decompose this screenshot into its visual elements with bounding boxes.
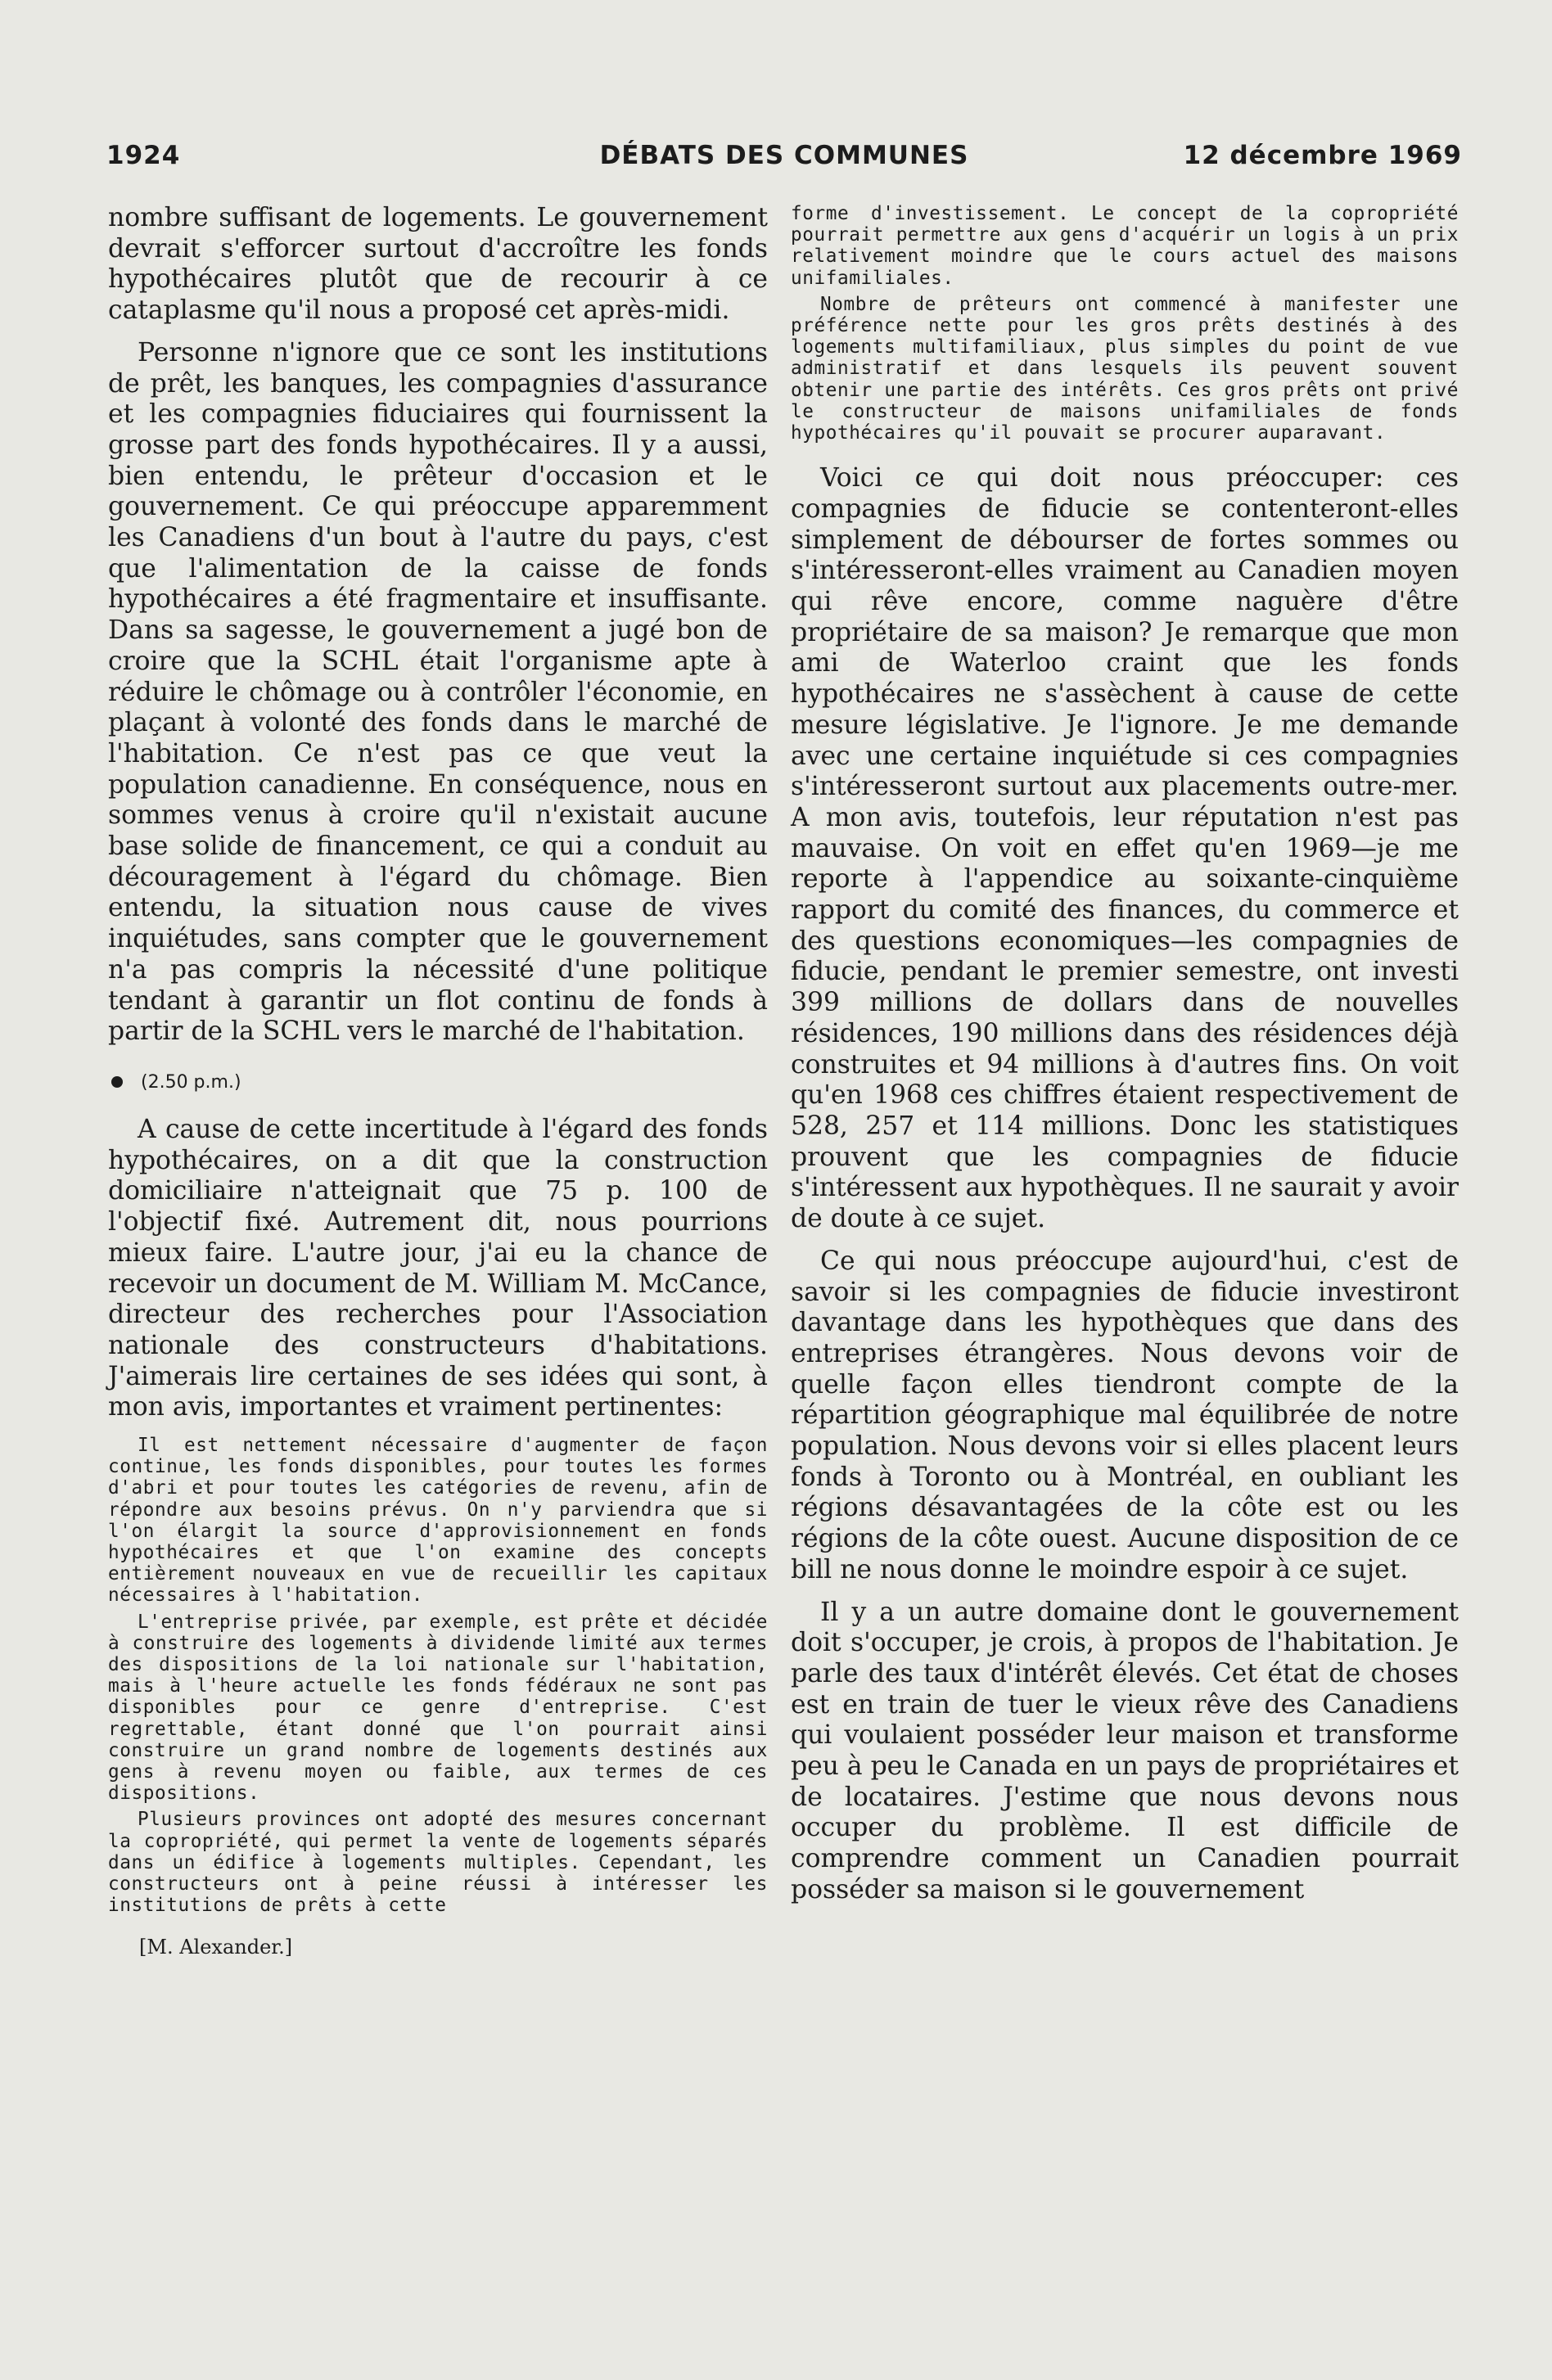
paragraph: nombre suffisant de logements. Le gouvernement devrait s'efforcer surtout d'accroître les fonds hypothécaires plutôt que de recourir à ce cataplasme qu'il nous a proposé cet après-midi. xyxy=(108,203,768,326)
quotation: L'entreprise privée, par exemple, est prête et décidée à construire des logements à dividende limité aux termes des dispositions de la loi nationale sur l'habitation, mais à l'heure actuelle les fonds fédéraux ne sont pas disponibles pour ce genre d'entreprise. C'est regrettable, étant donné que l'on pourrait ainsi construire un grand nombre de logements destinés aux gens à revenu moyen ou faible, aux termes de ces dispositions. xyxy=(108,1611,768,1805)
left-column xyxy=(108,203,768,1959)
paragraph: Personne n'ignore que ce sont les institutions de prêt, les banques, les compagnies d'assurance et les compagnies fiduciaires qui fournissent la grosse part des fonds hypothécaires. Il y a aussi, bien entendu, le prêteur d'occasion et le gouvernement. Ce qui préoccupe apparemment les Canadiens d'un bout à l'autre du pays, c'est que l'alimentation de la caisse de fonds hypothécaires a été fragmentaire et insuffisante. Dans sa sagesse, le gouvernement a jugé bon de croire que la SCHL était l'organisme apte à réduire le chômage ou à contrôler l'économie, en plaçant à volonté des fonds dans le marché de l'habitation. Ce n'est pas ce que veut la population canadienne. En conséquence, nous en sommes venus à croire qu'il n'existait aucune base solide de financement, ce qui a conduit au découragement à l'égard du chômage. Bien entendu, la situation nous cause de vives inquiétudes, sans compter que le gouvernement n'a pas compris la nécessité d'une politique tendant à garantir un flot continu de fonds à partir de la SCHL vers le marché de l'habitation. xyxy=(108,337,768,1047)
paragraph: Ce qui nous préoccupe aujourd'hui, c'est de savoir si les compagnies de fiducie investiront davantage dans les hypothèques que dans des entreprises étrangères. Nous devons voir de quelle façon elles tiendront compte de la répartition géographique mal équilibrée de notre population. Nous devons voir si elles placent leurs fonds à Toronto ou à Montréal, en oubliant les régions désavantagées de la côte est ou les régions de la côte ouest. Aucune disposition de ce bill ne nous donne le moindre espoir à ce sujet. xyxy=(791,1246,1459,1584)
publication-title: DÉBATS DES COMMUNES xyxy=(599,141,969,170)
quotation: Nombre de prêteurs ont commencé à manifester une préférence nette pour les gros prêts destinés à des logements multifamiliaux, plus simples du point de vue administratif et dans lesquels ils peuvent souvent obtenir une partie des intérêts. Ces gros prêts ont privé le constructeur de maisons unifamiliales de fonds hypothécaires qu'il pouvait se procurer auparavant. xyxy=(791,293,1459,444)
time-stamp xyxy=(108,1071,768,1095)
bullet-icon xyxy=(111,1076,123,1088)
page-header xyxy=(106,141,1462,178)
speaker-attribution: [M. Alexander.] xyxy=(139,1936,293,1959)
right-column xyxy=(791,203,1459,1906)
quotation: Plusieurs provinces ont adopté des mesures concernant la copropriété, qui permet la vente de logements séparés dans un édifice à logements multiples. Cependant, les constructeurs ont à peine réussi à intéresser les institutions de prêts à cette xyxy=(108,1809,768,1917)
quotation: forme d'investissement. Le concept de la copropriété pourrait permettre aux gens d'acquérir un logis à un prix relativement moindre que le cours actuel des maisons unifamiliales. xyxy=(791,203,1459,289)
time-stamp-text: (2.50 p.m.) xyxy=(141,1071,241,1093)
page-number: 1924 xyxy=(106,141,181,170)
paragraph: Voici ce qui doit nous préoccuper: ces compagnies de fiducie se contenteront-elles simplement de débourser de fortes sommes ou s'intéresseront-elles vraiment au Canadien moyen qui rêve encore, comme naguère d'être propriétaire de sa maison? Je remarque que mon ami de Waterloo craint que les fonds hypothécaires ne s'assèchent à cause de cette mesure législative. Je l'ignore. Je me demande avec une certaine inquiétude si ces compagnies s'intéresseront surtout aux placements outre-mer. A mon avis, toutefois, leur réputation n'est pas mauvaise. On voit en effet qu'en 1969—je me reporte à l'appendice au soixante-cinquième rapport du comité des finances, du commerce et des questions economiques—les compagnies de fiducie, pendant le premier semestre, ont investi 399 millions de dollars dans de nouvelles résidences, 190 millions dans des résidences déjà construites et 94 millions à d'autres fins. On voit qu'en 1968 ces chiffres étaient respectivement de 528, 257 et 114 millions. Donc les statistiques prouvent que les compagnies de fiducie s'intéressent aux hypothèques. Il ne saurait y avoir de doute à ce sujet. xyxy=(791,463,1459,1234)
paragraph: Il y a un autre domaine dont le gouvernement doit s'occuper, je crois, à propos de l'habitation. Je parle des taux d'intérêt élevés. Cet état de choses est en train de tuer le vieux rêve des Canadiens qui voulaient posséder leur maison et transforme peu à peu le Canada en un pays de propriétaires et de locataires. J'estime que nous devons nous occuper du problème. Il est difficile de comprendre comment un Canadien pourrait posséder sa maison si le gouvernement xyxy=(791,1597,1459,1904)
quotation: Il est nettement nécessaire d'augmenter de façon continue, les fonds disponibles, pour toutes les formes d'abri et pour toutes les catégories de revenu, afin de répondre aux besoins prévus. On n'y parviendra que si l'on élargit la source d'approvisionnement en fonds hypothécaires et que l'on examine des concepts entièrement nouveaux en vue de recueillir les capitaux nécessaires à l'habitation. xyxy=(108,1435,768,1607)
session-date: 12 décembre 1969 xyxy=(1183,141,1462,170)
paragraph: A cause de cette incertitude à l'égard des fonds hypothécaires, on a dit que la construction domiciliaire n'atteignait que 75 p. 100 de l'objectif fixé. Autrement dit, nous pourrions mieux faire. L'autre jour, j'ai eu la chance de recevoir un document de M. William M. McCance, directeur des recherches pour l'Association nationale des constructeurs d'habitations. J'aimerais lire certaines de ses idées qui sont, à mon avis, importantes et vraiment pertinentes: xyxy=(108,1114,768,1422)
